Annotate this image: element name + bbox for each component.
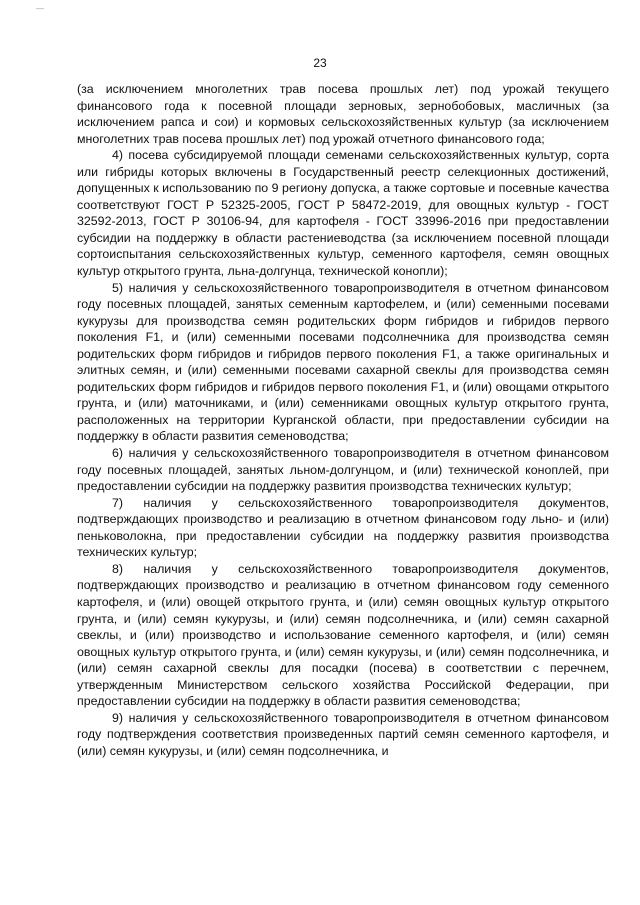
paragraph-item-5: 5) наличия у сельскохозяйственного товаропроизводителя в отчетном финансовом году посевных площадей, занятых семенным картофелем, и (или) семенными посевами кукурузы для производства семян родительских форм гибридов и гибридов первого поколения F1, и (или) семенными посевами подсолнечника для производства семян родительских форм гибридов и гибридов первого поколения F1, а также оригинальных и элитных семян, и (или) семенными посевами сахарной свеклы для производства семян родительских форм гибридов и гибридов первого поколения F1, и (или) овощами открытого грунта, и (или) маточниками, и (или) семенниками овощных культур открытого грунта, расположенных на территории Курганской области, при предоставлении субсидии на поддержку в области развития семеноводства;: [77, 280, 609, 444]
paragraph-item-6: 6) наличия у сельскохозяйственного товаропроизводителя в отчетном финансовом году посевных площадей, занятых льном-долгунцом, и (или) технической коноплей, при предоставлении субсидии на поддержку развития производства технических культур;: [77, 446, 609, 494]
paragraph-item-7: 7) наличия у сельскохозяйственного товаропроизводителя документов, подтверждающих производство и реализацию в отчетном финансовом году льно- и (или) пеньковолокна, при предоставлении субсидии на поддержку развития производства технических культур;: [77, 495, 609, 560]
document-body: [77, 81, 609, 759]
paragraph-item-8: 8) наличия у сельскохозяйственного товаропроизводителя документов, подтверждающих производство и реализацию в отчетном финансовом году семенного картофеля, и (или) овощей открытого грунта, и (или) семян овощных культур открытого грунта, и (или) семян кукурузы, и (или) семян подсолнечника, и (или) семян сахарной свеклы, и (или) производство и использование семенного картофеля, и (или) семян овощных культур открытого грунта, и (или) семян кукурузы, и (или) семян подсолнечника, и (или) семян сахарной свеклы для посадки (посева) в соответствии с перечнем, утвержденным Министерством сельского хозяйства Российской Федерации, при предоставлении субсидии на поддержку в области развития семеноводства;: [77, 561, 609, 709]
paragraph-item-9: 9) наличия у сельскохозяйственного товаропроизводителя в отчетном финансовом году подтверждения соответствия произведенных партий семян семенного картофеля, и (или) семян кукурузы, и (или) семян подсолнечника, и: [77, 710, 609, 758]
page-number: 23: [313, 56, 327, 70]
paragraph-item-4: 4) посева субсидируемой площади семенами сельскохозяйственных культур, сорта или гибриды которых включены в Государственный реестр селекционных достижений, допущенных к использованию по 9 региону допуска, а также сортовые и посевные качества соответствуют ГОСТ Р 52325-2005, ГОСТ Р 58472-2019, для овощных культур - ГОСТ 32592-2013, ГОСТ Р 30106-94, для картофеля - ГОСТ 33996-2016 при предоставлении субсидии на поддержку в области растениеводства (за исключением посевной площади сортоиспытания сельскохозяйственных культур, семенного картофеля, семян овощных культур открытого грунта, льна-долгунца, технической конопли);: [77, 148, 609, 279]
paragraph-continuation: (за исключением многолетних трав посева прошлых лет) под урожай текущего финансового года к посевной площади зерновых, зернобобовых, масличных (за исключением рапса и сои) и кормовых сельскохозяйственных культур (за исключением многолетних трав посева прошлых лет) под урожай отчетного финансового года;: [77, 82, 609, 146]
corner-mark: —: [36, 4, 45, 13]
